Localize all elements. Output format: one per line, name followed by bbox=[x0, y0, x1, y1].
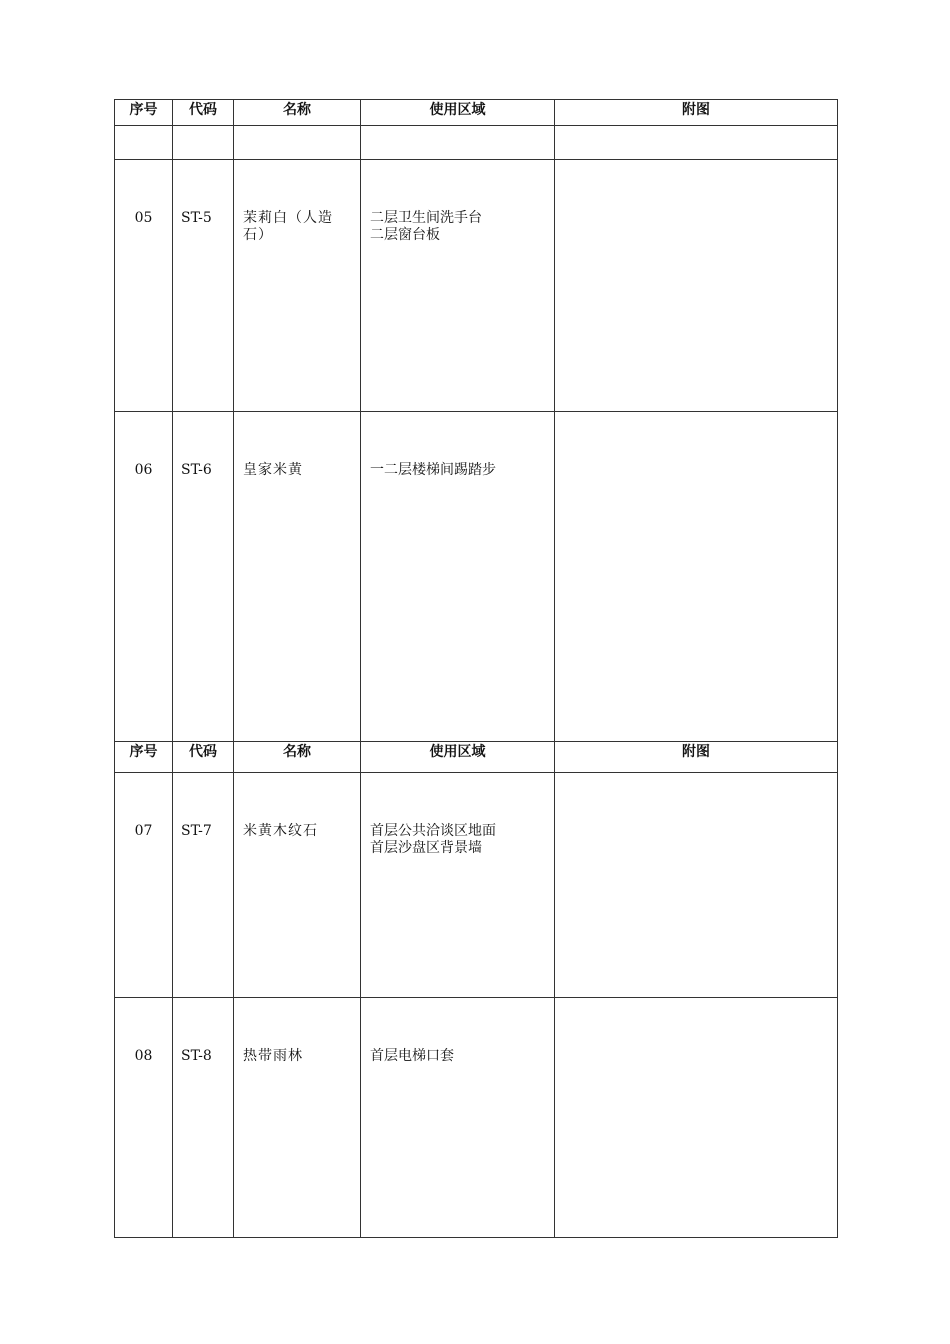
area-line: 首层沙盘区背景墙 bbox=[370, 840, 482, 856]
row-name: 皇家米黄 bbox=[234, 412, 361, 742]
row-name: 热带雨林 bbox=[234, 998, 361, 1238]
area-line: 一二层楼梯间踢踏步 bbox=[370, 462, 496, 478]
table-row bbox=[115, 160, 838, 412]
row-code: ST-7 bbox=[173, 773, 234, 998]
row-figure bbox=[555, 773, 838, 998]
row-no: 08 bbox=[115, 998, 173, 1238]
row-no: 06 bbox=[115, 412, 173, 742]
row-name: 茉莉白（人造石） bbox=[234, 160, 361, 412]
header-row bbox=[115, 100, 838, 126]
area-line: 首层电梯口套 bbox=[370, 1048, 454, 1064]
empty-row bbox=[115, 126, 838, 160]
row-no: 05 bbox=[115, 160, 173, 412]
header-row bbox=[115, 742, 838, 773]
table-row bbox=[115, 412, 838, 742]
row-name: 米黄木纹石 bbox=[234, 773, 361, 998]
header-no: 序号 bbox=[115, 100, 173, 126]
area-line: 二层窗台板 bbox=[370, 227, 440, 243]
row-area bbox=[361, 998, 555, 1238]
row-code: ST-6 bbox=[173, 412, 234, 742]
row-code: ST-5 bbox=[173, 160, 234, 412]
header-code: 代码 bbox=[173, 100, 234, 126]
area-line: 二层卫生间洗手台 bbox=[370, 210, 482, 226]
area-line: 首层公共洽谈区地面 bbox=[370, 823, 496, 839]
header-area: 使用区域 bbox=[361, 100, 555, 126]
row-area bbox=[361, 160, 555, 412]
header-name: 名称 bbox=[234, 100, 361, 126]
material-table bbox=[114, 99, 838, 1238]
header-figure: 附图 bbox=[555, 100, 838, 126]
table-row bbox=[115, 998, 838, 1238]
header-name: 名称 bbox=[234, 742, 361, 773]
table-row bbox=[115, 773, 838, 998]
row-figure bbox=[555, 160, 838, 412]
row-figure bbox=[555, 412, 838, 742]
row-area bbox=[361, 773, 555, 998]
header-code: 代码 bbox=[173, 742, 234, 773]
row-no: 07 bbox=[115, 773, 173, 998]
row-figure bbox=[555, 998, 838, 1238]
header-figure: 附图 bbox=[555, 742, 838, 773]
row-code: ST-8 bbox=[173, 998, 234, 1238]
row-area bbox=[361, 412, 555, 742]
header-area: 使用区域 bbox=[361, 742, 555, 773]
material-schedule bbox=[114, 99, 837, 1238]
header-no: 序号 bbox=[115, 742, 173, 773]
